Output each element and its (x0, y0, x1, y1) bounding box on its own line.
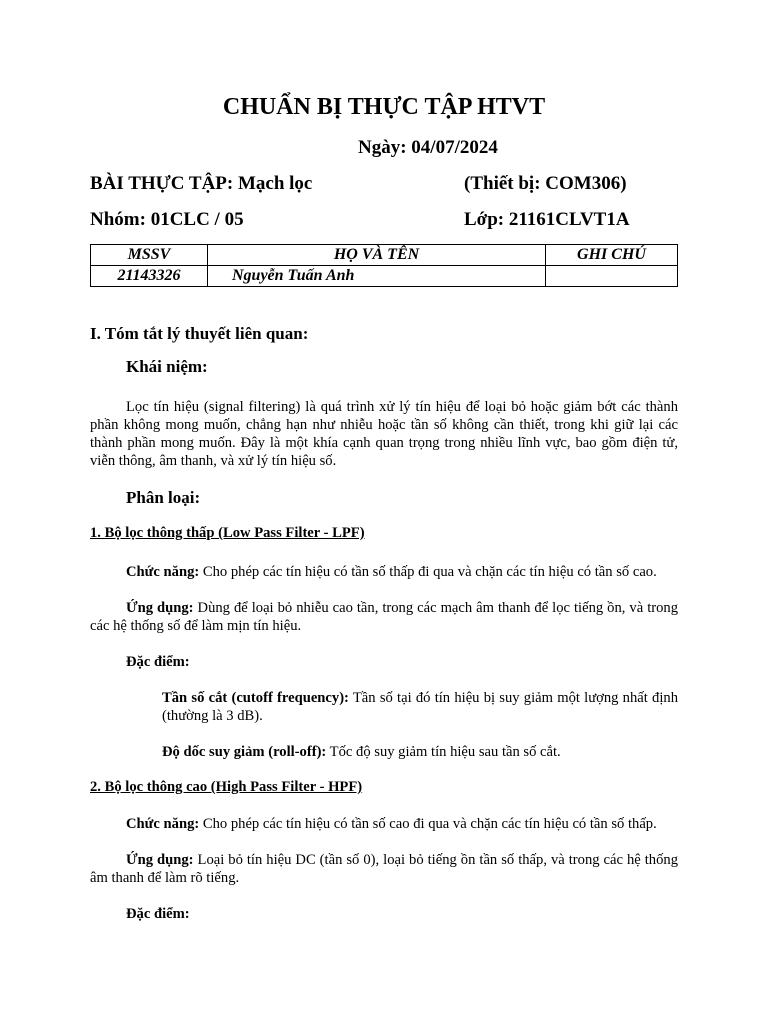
table-row (91, 266, 678, 287)
header-note: GHI CHÚ (546, 245, 678, 266)
concept-paragraph: Lọc tín hiệu (signal filtering) là quá trình xử lý tín hiệu để loại bỏ hoặc giảm bớt các thành phần không mong muốn, chẳng hạn như nhiễu hoặc tần số không cần thiết, trong khi giữ lại các thành phần mong muốn. Đây là một khía cạnh quan trọng trong nhiều lĩnh vực, bao gồm điện tử, viễn thông, âm thanh, và xử lý tín hiệu số. (90, 399, 678, 469)
lpf-title: 1. Bộ lọc thông thấp (Low Pass Filter - LPF) (90, 525, 365, 541)
lpf-rolloff-label: Độ dốc suy giảm (roll-off): (162, 744, 327, 760)
cell-name: Nguyễn Tuấn Anh (208, 266, 546, 287)
hpf-features-label: Đặc điểm: (126, 906, 190, 922)
lpf-application-text: Dùng để loại bỏ nhiễu cao tần, trong các mạch âm thanh để lọc tiếng ồn, và trong các hệ thống số để làm mịn tín hiệu. (90, 600, 678, 634)
hpf-title: 2. Bộ lọc thông cao (High Pass Filter - HPF) (90, 779, 363, 795)
hpf-function-label: Chức năng: (126, 816, 200, 832)
hpf-application (90, 851, 678, 887)
class-line: Lớp: 21161CLVT1A (464, 209, 630, 230)
lpf-function-label: Chức năng: (126, 564, 200, 580)
student-table (90, 244, 678, 287)
hpf-function-text: Cho phép các tín hiệu có tần số cao đi qua và chặn các tín hiệu có tần số thấp. (199, 816, 657, 832)
table-header-row (91, 245, 678, 266)
document-title: CHUẨN BỊ THỰC TẬP HTVT (222, 94, 546, 120)
lpf-cutoff-text: Tần số tại đó tín hiệu bị suy giảm một lượng nhất định (thường là 3 dB). (162, 690, 678, 724)
lpf-cutoff-label: Tần số cắt (cutoff frequency): (162, 690, 349, 706)
header-mssv: MSSV (91, 245, 208, 266)
concept-heading: Khái niệm: (126, 357, 208, 376)
hpf-function (126, 815, 657, 833)
lpf-function-text: Cho phép các tín hiệu có tần số thấp đi qua và chặn các tín hiệu có tần số cao. (199, 564, 657, 580)
lpf-rolloff-text: Tốc độ suy giảm tín hiệu sau tần số cắt. (326, 744, 561, 760)
lpf-application (90, 599, 678, 635)
cell-note (546, 266, 678, 287)
lpf-application-label: Ứng dụng: (126, 600, 194, 616)
section-1-heading: I. Tóm tắt lý thuyết liên quan: (90, 324, 309, 343)
lpf-cutoff (162, 689, 678, 725)
lpf-rolloff (162, 743, 561, 761)
lpf-function (126, 563, 657, 581)
header-name: HỌ VÀ TÊN (208, 245, 546, 266)
date-line: Ngày: 04/07/2024 (358, 137, 498, 158)
hpf-application-label: Ứng dụng: (126, 852, 194, 868)
group-line: Nhóm: 01CLC / 05 (90, 209, 244, 230)
exercise-line: BÀI THỰC TẬP: Mạch lọc (90, 173, 313, 194)
lpf-features-label: Đặc điểm: (126, 654, 190, 670)
classification-heading: Phân loại: (126, 488, 201, 507)
device-line: (Thiết bị: COM306) (464, 173, 627, 194)
cell-mssv: 21143326 (91, 266, 208, 287)
hpf-application-text: Loại bỏ tín hiệu DC (tần số 0), loại bỏ tiếng ồn tần số thấp, và trong các hệ thống âm thanh để làm rõ tiếng. (90, 852, 678, 886)
